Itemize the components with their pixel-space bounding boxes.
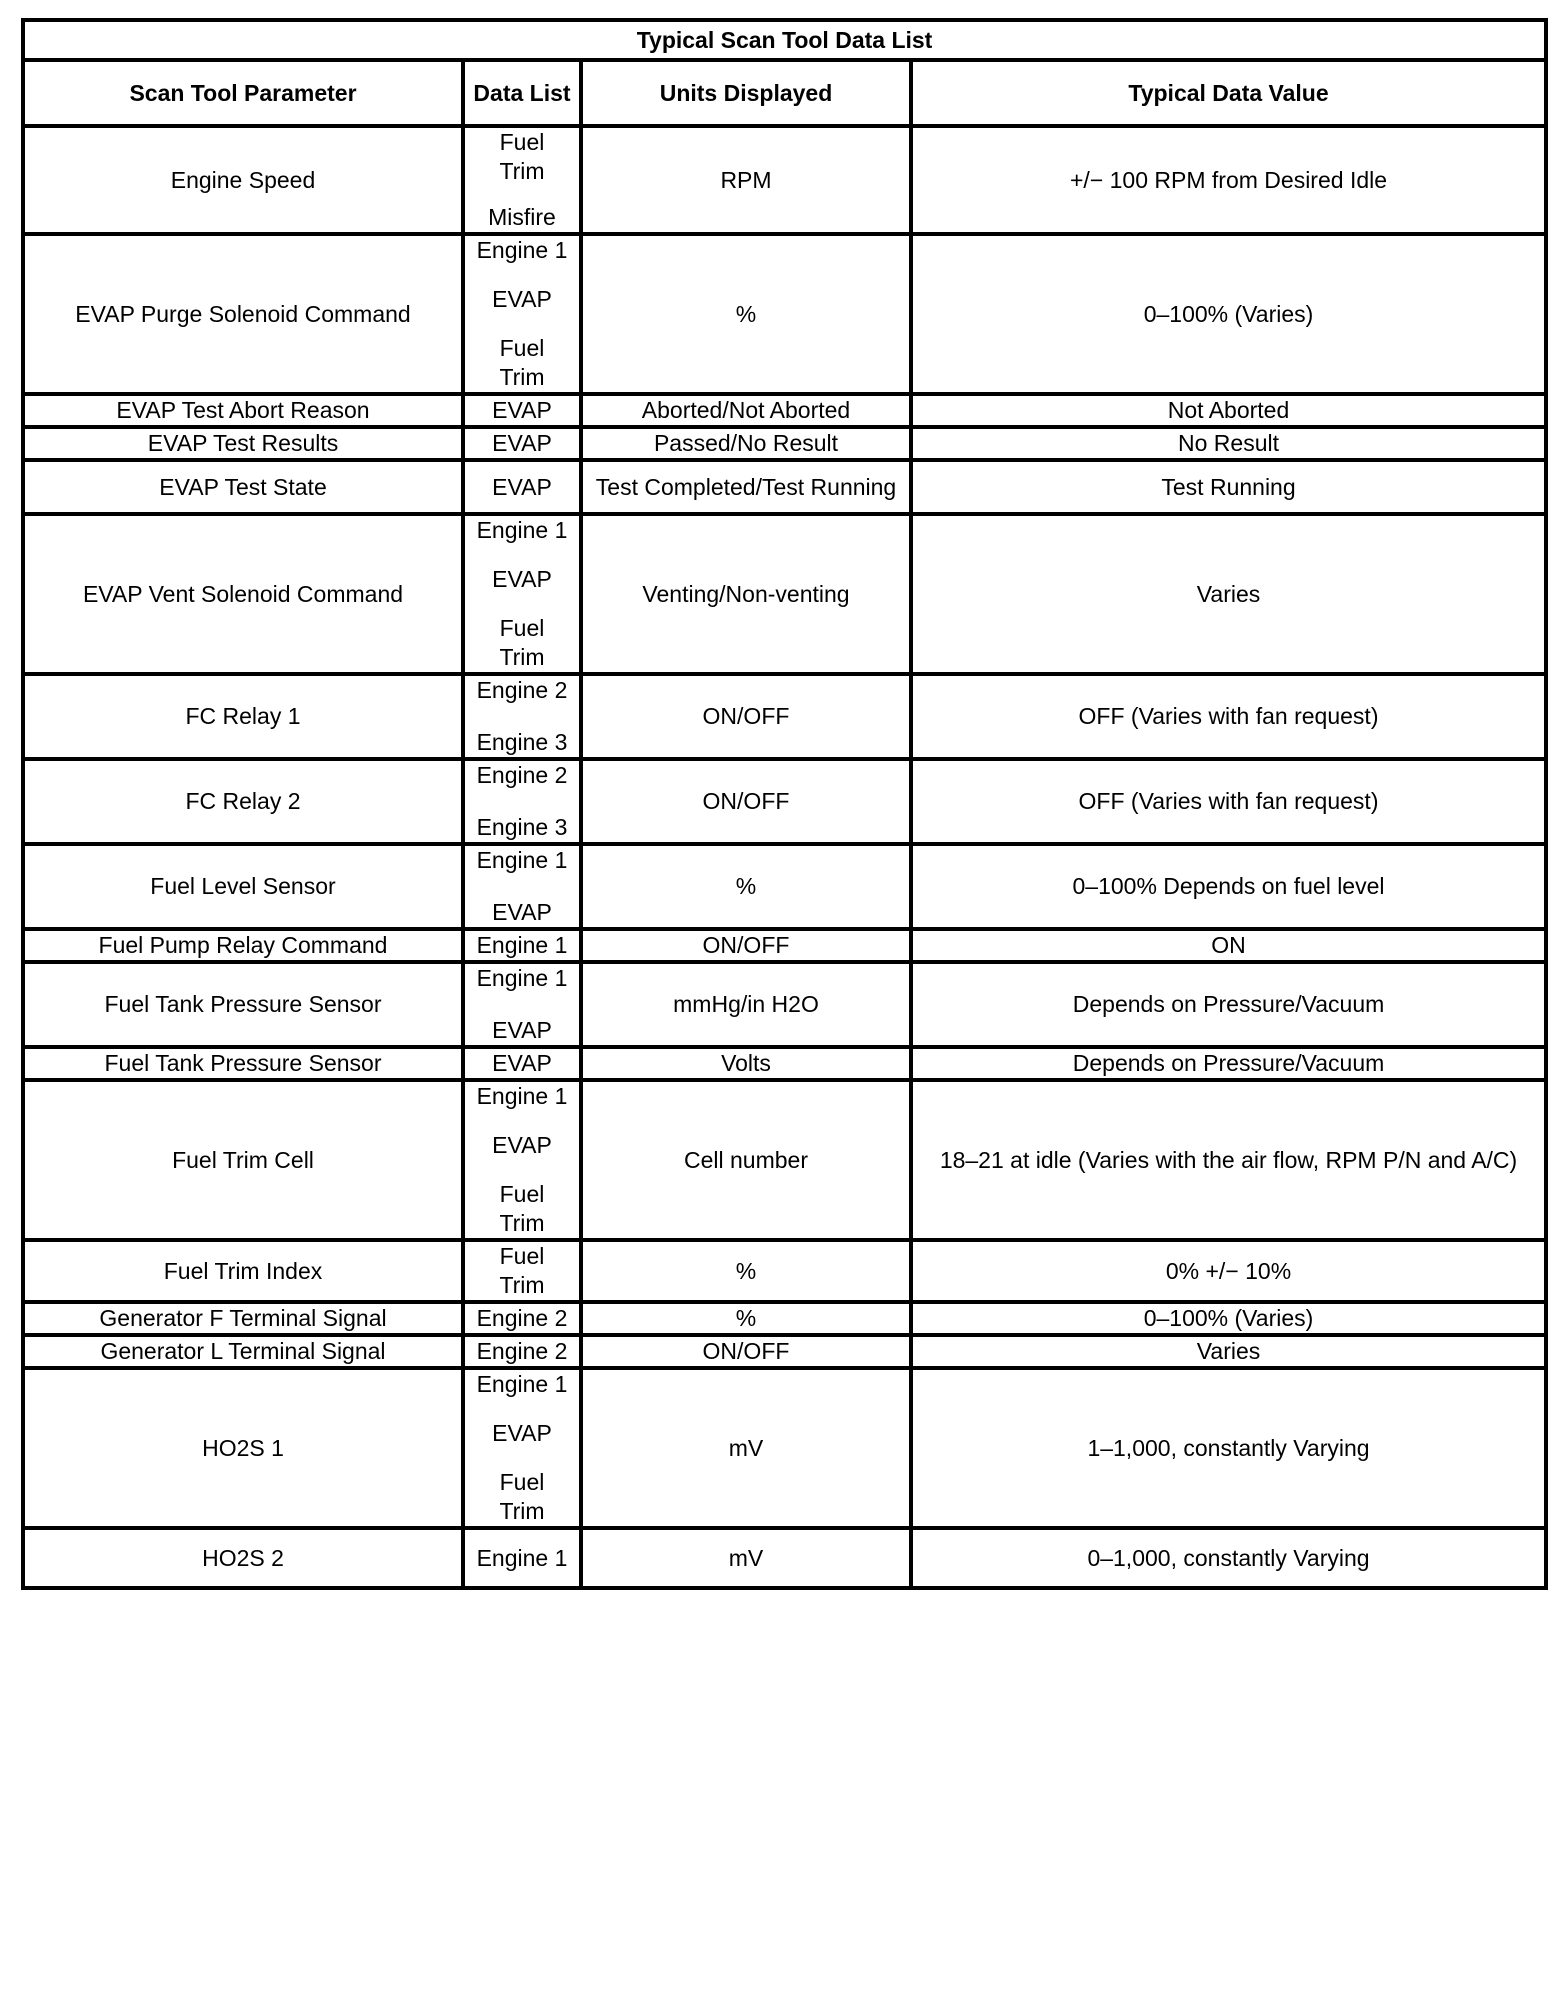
table-row xyxy=(23,514,1546,674)
data-list-item: Engine 1 xyxy=(476,932,568,958)
cell-units: ON/OFF xyxy=(581,1335,911,1368)
table-row xyxy=(23,1080,1546,1240)
cell-typical-value: 0–100% (Varies) xyxy=(911,1302,1546,1335)
cell-units: mV xyxy=(581,1368,911,1528)
table-row xyxy=(23,460,1546,514)
cell-data-list xyxy=(463,126,581,234)
cell-data-list xyxy=(463,962,581,1047)
cell-units: % xyxy=(581,1240,911,1302)
data-list-item: Engine 2 xyxy=(476,762,568,788)
cell-units: % xyxy=(581,1302,911,1335)
data-list-item: Engine 2 xyxy=(476,1338,568,1364)
cell-units: % xyxy=(581,234,911,394)
cell-typical-value: Varies xyxy=(911,1335,1546,1368)
data-list-item: EVAP xyxy=(492,397,552,423)
cell-parameter: EVAP Test Abort Reason xyxy=(23,394,463,427)
cell-data-list xyxy=(463,1368,581,1528)
cell-units: mmHg/in H2O xyxy=(581,962,911,1047)
table-row xyxy=(23,1240,1546,1302)
table-row xyxy=(23,427,1546,460)
table-row xyxy=(23,394,1546,427)
data-list-item: Fuel Trim xyxy=(499,1243,545,1298)
table-row xyxy=(23,1302,1546,1335)
cell-typical-value: OFF (Varies with fan request) xyxy=(911,674,1546,759)
cell-parameter: FC Relay 2 xyxy=(23,759,463,844)
table-row xyxy=(23,962,1546,1047)
cell-typical-value: 0–100% Depends on fuel level xyxy=(911,844,1546,929)
table-row xyxy=(23,1047,1546,1080)
data-list-item: Fuel Trim xyxy=(499,1181,545,1236)
data-list-item: Fuel Trim xyxy=(499,615,545,670)
cell-units: ON/OFF xyxy=(581,674,911,759)
cell-units: ON/OFF xyxy=(581,929,911,962)
cell-parameter: Fuel Tank Pressure Sensor xyxy=(23,962,463,1047)
cell-units: RPM xyxy=(581,126,911,234)
cell-units: Cell number xyxy=(581,1080,911,1240)
header-parameter: Scan Tool Parameter xyxy=(23,60,463,126)
cell-parameter: EVAP Vent Solenoid Command xyxy=(23,514,463,674)
table-row xyxy=(23,126,1546,234)
cell-data-list xyxy=(463,1335,581,1368)
cell-typical-value: 0–100% (Varies) xyxy=(911,234,1546,394)
cell-units: Passed/No Result xyxy=(581,427,911,460)
cell-typical-value: +/− 100 RPM from Desired Idle xyxy=(911,126,1546,234)
cell-data-list xyxy=(463,460,581,514)
data-list-item: Engine 2 xyxy=(476,1305,568,1331)
data-list-item: Engine 1 xyxy=(476,847,568,873)
data-list-item: EVAP xyxy=(492,473,552,500)
table-title: Typical Scan Tool Data List xyxy=(23,20,1546,60)
cell-parameter: FC Relay 1 xyxy=(23,674,463,759)
cell-data-list xyxy=(463,1240,581,1302)
cell-parameter: Fuel Trim Index xyxy=(23,1240,463,1302)
cell-parameter: EVAP Test Results xyxy=(23,427,463,460)
cell-data-list xyxy=(463,1528,581,1588)
data-list-item: Engine 1 xyxy=(476,517,568,543)
cell-typical-value: OFF (Varies with fan request) xyxy=(911,759,1546,844)
cell-data-list xyxy=(463,674,581,759)
cell-parameter: Fuel Pump Relay Command xyxy=(23,929,463,962)
cell-parameter: HO2S 1 xyxy=(23,1368,463,1528)
cell-units: Aborted/Not Aborted xyxy=(581,394,911,427)
data-list-item: EVAP xyxy=(492,286,552,312)
data-list-item: Engine 1 xyxy=(476,237,568,263)
cell-data-list xyxy=(463,427,581,460)
cell-units: Venting/Non-venting xyxy=(581,514,911,674)
cell-typical-value: Depends on Pressure/Vacuum xyxy=(911,962,1546,1047)
data-list-item: EVAP xyxy=(492,899,552,925)
cell-parameter: Fuel Trim Cell xyxy=(23,1080,463,1240)
table-row xyxy=(23,844,1546,929)
cell-typical-value: Test Running xyxy=(911,460,1546,514)
table-row xyxy=(23,1335,1546,1368)
cell-typical-value: ON xyxy=(911,929,1546,962)
cell-typical-value: Depends on Pressure/Vacuum xyxy=(911,1047,1546,1080)
cell-units: mV xyxy=(581,1528,911,1588)
table-row xyxy=(23,759,1546,844)
data-list-item: Fuel Trim xyxy=(499,335,545,390)
cell-parameter: Generator L Terminal Signal xyxy=(23,1335,463,1368)
cell-data-list xyxy=(463,844,581,929)
cell-typical-value: Not Aborted xyxy=(911,394,1546,427)
cell-data-list xyxy=(463,514,581,674)
table-row xyxy=(23,234,1546,394)
cell-typical-value: 0–1,000, constantly Varying xyxy=(911,1528,1546,1588)
cell-data-list xyxy=(463,929,581,962)
table-row xyxy=(23,674,1546,759)
cell-parameter: EVAP Test State xyxy=(23,460,463,514)
header-typical-value: Typical Data Value xyxy=(911,60,1546,126)
cell-typical-value: 18–21 at idle (Varies with the air flow, RPM P/N and A/C) xyxy=(911,1080,1546,1240)
data-list-item: Engine 2 xyxy=(476,677,568,703)
cell-data-list xyxy=(463,394,581,427)
table-row xyxy=(23,1528,1546,1588)
data-list-item: Misfire xyxy=(488,204,556,230)
header-units: Units Displayed xyxy=(581,60,911,126)
header-data-list: Data List xyxy=(463,60,581,126)
data-list-item: Fuel Trim xyxy=(499,1469,545,1524)
cell-typical-value: 0% +/− 10% xyxy=(911,1240,1546,1302)
table-title-row xyxy=(23,20,1546,60)
data-list-item: EVAP xyxy=(492,566,552,592)
cell-typical-value: No Result xyxy=(911,427,1546,460)
cell-typical-value: Varies xyxy=(911,514,1546,674)
data-list-item: EVAP xyxy=(492,1050,552,1076)
cell-units: Volts xyxy=(581,1047,911,1080)
cell-units: % xyxy=(581,844,911,929)
table-row xyxy=(23,1368,1546,1528)
cell-units: Test Completed/Test Running xyxy=(581,460,911,514)
cell-data-list xyxy=(463,1047,581,1080)
table-row xyxy=(23,929,1546,962)
cell-data-list xyxy=(463,1302,581,1335)
data-list-item: Engine 1 xyxy=(476,1544,568,1571)
cell-units: ON/OFF xyxy=(581,759,911,844)
data-list-item: EVAP xyxy=(492,1017,552,1043)
cell-parameter: EVAP Purge Solenoid Command xyxy=(23,234,463,394)
data-list-item: Fuel Trim xyxy=(499,129,545,184)
data-list-item: Engine 1 xyxy=(476,965,568,991)
cell-typical-value: 1–1,000, constantly Varying xyxy=(911,1368,1546,1528)
data-list-item: Engine 1 xyxy=(476,1083,568,1109)
cell-parameter: Fuel Level Sensor xyxy=(23,844,463,929)
cell-data-list xyxy=(463,234,581,394)
data-list-item: EVAP xyxy=(492,1132,552,1158)
cell-parameter: Engine Speed xyxy=(23,126,463,234)
cell-data-list xyxy=(463,759,581,844)
data-list-item: Engine 3 xyxy=(476,729,568,755)
data-list-item: Engine 1 xyxy=(476,1371,568,1397)
data-list-item: Engine 3 xyxy=(476,814,568,840)
data-list-item: EVAP xyxy=(492,430,552,456)
data-list-item: EVAP xyxy=(492,1420,552,1446)
cell-parameter: Fuel Tank Pressure Sensor xyxy=(23,1047,463,1080)
cell-parameter: Generator F Terminal Signal xyxy=(23,1302,463,1335)
cell-data-list xyxy=(463,1080,581,1240)
cell-parameter: HO2S 2 xyxy=(23,1528,463,1588)
scan-tool-data-table xyxy=(21,18,1548,1590)
table-header-row xyxy=(23,60,1546,126)
table-body xyxy=(23,126,1546,1588)
